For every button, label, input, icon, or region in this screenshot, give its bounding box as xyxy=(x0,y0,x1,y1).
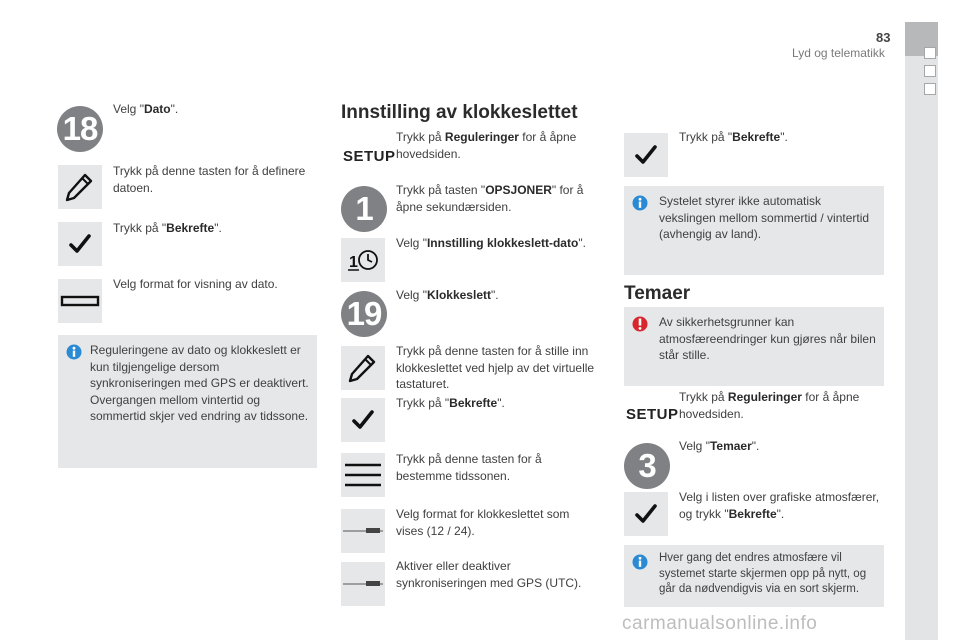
side-tab-bar xyxy=(905,22,938,640)
slider-icon xyxy=(58,279,102,323)
pencil-icon xyxy=(58,165,102,209)
timezone-button xyxy=(341,453,385,497)
define-date-text: Trykk på denne tasten for å definere datoen. xyxy=(113,164,306,195)
side-tab-marker xyxy=(924,83,936,95)
warning-icon xyxy=(632,315,648,333)
date-format-button xyxy=(58,279,102,323)
press-settings-text: Trykk på Reguleringer for å åpne hovedsiden. xyxy=(396,130,577,161)
themes-text: Velg "Temaer". xyxy=(679,439,760,453)
confirm-button xyxy=(341,398,385,442)
gps-sync-text: Aktiver eller deaktiver synkroniseringen med GPS (UTC). xyxy=(396,559,582,590)
set-time-text: Trykk på denne tasten for å stille inn klokkeslettet ved hjelp av det virtuelle tastaturet. xyxy=(396,344,595,391)
date-format-text: Velg format for visning av dato. xyxy=(113,277,278,291)
info-restart-text: Hver gang det endres atmosfære vil systemet starte skjermen opp på nytt, og går da nødvendigvis via en sort skjerm. xyxy=(659,552,867,595)
time-setting-text: Velg "Innstilling klokkeslett-dato". xyxy=(396,236,586,250)
gps-sync-slider xyxy=(341,562,385,606)
clock-format-text: Velg format for klokkeslettet som vises (12 / 24). xyxy=(396,507,570,538)
pencil-icon xyxy=(341,346,385,390)
info-dst-text: Systelet styrer ikke automatisk vekslingen mellom sommertid / vintertid (avhengig av land). xyxy=(659,194,870,241)
checkmark-icon xyxy=(624,133,668,177)
select-date-text: Velg "Dato". xyxy=(113,102,179,116)
section-heading-time: Innstilling av klokkeslettet xyxy=(341,102,578,123)
setup-key: SETUP xyxy=(626,406,679,423)
confirm-text: Trykk på "Bekrefte". xyxy=(679,130,788,144)
confirm-button xyxy=(624,133,668,177)
clock-text: Velg "Klokkeslett". xyxy=(396,288,499,302)
info-box-restart xyxy=(624,545,884,607)
step-circle-3: 3 xyxy=(624,443,670,489)
info-box-left xyxy=(58,335,317,468)
checkmark-icon xyxy=(624,492,668,536)
clock-format-slider xyxy=(341,509,385,553)
press-settings-text: Trykk på Reguleringer for å åpne hovedsiden. xyxy=(679,390,860,421)
setup-key: SETUP xyxy=(343,148,396,165)
pencil-button xyxy=(58,165,102,209)
info-box-dst xyxy=(624,186,884,275)
info-icon xyxy=(632,554,648,570)
info-icon xyxy=(632,195,648,211)
clock-icon xyxy=(341,238,385,282)
section-title: Lyd og telematikk xyxy=(792,46,885,60)
slider-icon xyxy=(341,509,385,553)
checkmark-icon xyxy=(341,398,385,442)
confirm-button xyxy=(624,492,668,536)
confirm-text: Trykk på "Bekrefte". xyxy=(113,221,222,235)
atmosphere-text: Velg i listen over grafiske atmosfærer, og trykk "Bekrefte". xyxy=(679,490,880,521)
side-tab-marker xyxy=(924,47,936,59)
warning-box xyxy=(624,307,884,386)
step-circle-1: 1 xyxy=(341,186,387,232)
slider-icon xyxy=(341,562,385,606)
checkmark-icon xyxy=(58,222,102,266)
timezone-text: Trykk på denne tasten for å bestemme tidssonen. xyxy=(396,452,542,483)
options-text: Trykk på tasten "OPSJONER" for å åpne sekundærsiden. xyxy=(396,183,584,214)
page-number: 83 xyxy=(876,30,891,45)
confirm-button xyxy=(58,222,102,266)
step-circle-18: 18 xyxy=(57,106,103,152)
info-icon xyxy=(66,344,82,360)
warning-text: Av sikkerhetsgrunner kan atmosfæreendringer kun gjøres når bilen står stille. xyxy=(659,315,876,362)
watermark: carmanualsonline.info xyxy=(622,613,818,634)
list-icon xyxy=(341,453,385,497)
svg-text:1: 1 xyxy=(349,254,358,271)
info-left-text: Reguleringene av dato og klokkeslett er kun tilgjengelige dersom synkroniseringen med GPS er deaktivert. Overgangen mellom vintertid og sommertid skjer ved endring av tidssone. xyxy=(90,343,309,423)
side-tab-marker xyxy=(924,65,936,77)
pencil-button xyxy=(341,346,385,390)
step-circle-19: 19 xyxy=(341,291,387,337)
confirm-text: Trykk på "Bekrefte". xyxy=(396,396,505,410)
clock-setting-button xyxy=(341,238,385,282)
section-heading-themes: Temaer xyxy=(624,283,691,304)
